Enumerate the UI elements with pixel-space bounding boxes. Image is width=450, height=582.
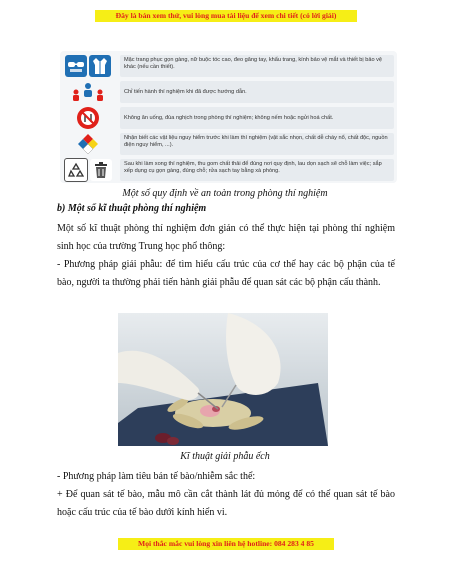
paragraph-intro: Một số kĩ thuật phòng thí nghiệm đơn giản có thể thực hiện tại phòng thí nghiệm sinh học của trường Trung học phổ thông: (57, 223, 395, 252)
paragraph-dissection: - Phương pháp giải phẫu: để tìm hiểu cấu trúc của cơ thể hay các bộ phận của tế bào, người ta thường phải tiến hành giải phẫu để quan sát các bộ phận cấu thành. (57, 259, 395, 288)
frog-dissection-photo (118, 313, 328, 446)
safety-rule-row (60, 53, 397, 78)
safety-rule-text: Nhận biết các vật liệu nguy hiểm trước khi làm thí nghiệm (vật sắc nhọn, chất dễ cháy nổ, chất độc, nguồn điện nguy hiểm, ...). (120, 133, 394, 155)
safety-rule-text: Mặc trang phục gọn gàng, nữ buộc tóc cao, đeo găng tay, khẩu trang, kính bảo vệ mắt và thiết bị bảo vệ khác (nếu cần thiết). (120, 55, 394, 77)
rules-caption: Một số quy định về an toàn trong phòng thí nghiệm (122, 188, 328, 199)
footer-hotline-banner: Mọi thắc mắc vui lòng xin liên hệ hotline: 084 283 4 85 (118, 538, 334, 550)
paragraph-cell-observation: + Để quan sát tế bào, mẫu mô cần cắt thành lát đủ mỏng để có thể quan sát tế bào hoặc cấu trúc của tế bào dưới kính hiển vi. (57, 489, 395, 518)
safety-rule-row (60, 157, 397, 182)
no-eating-icon (77, 107, 99, 129)
safety-rule-text: Không ăn uống, đùa nghịch trong phòng thí nghiệm; không nếm hoặc ngửi hoá chất. (120, 107, 394, 129)
safety-rule-text: Chỉ tiến hành thí nghiệm khi đã được hướng dẫn. (120, 81, 394, 103)
teacher-students-icon (65, 81, 111, 103)
safety-rule-row (60, 105, 397, 130)
paragraph-slide-method: - Phương pháp làm tiêu bản tế bào/nhiễm sắc thể: (57, 471, 256, 482)
safety-rule-text: Sau khi làm xong thí nghiệm, thu gom chất thải để đúng nơi quy định, lau dọn sạch sẽ chỗ làm việc; sắp xếp dụng cụ gọn gàng, đúng chỗ; rửa sạch tay bằng xà phòng. (120, 159, 394, 181)
section-heading: b) Một số kĩ thuật phòng thí nghiệm (57, 203, 207, 214)
header-preview-banner: Đây là bản xem thử, vui lòng mua tài liệu để xem chi tiết (có lời giải) (95, 10, 357, 22)
safety-rule-row (60, 131, 397, 156)
safety-rule-row (60, 79, 397, 104)
hazard-diamond-icon (77, 133, 99, 155)
trash-bin-icon (90, 159, 112, 181)
recycle-icon (64, 158, 88, 182)
safety-rules-panel (60, 51, 397, 183)
goggles-gloves-icon (65, 55, 87, 77)
lab-coat-icon (89, 55, 111, 77)
photo-caption: Kĩ thuật giải phẫu ếch (180, 451, 270, 462)
